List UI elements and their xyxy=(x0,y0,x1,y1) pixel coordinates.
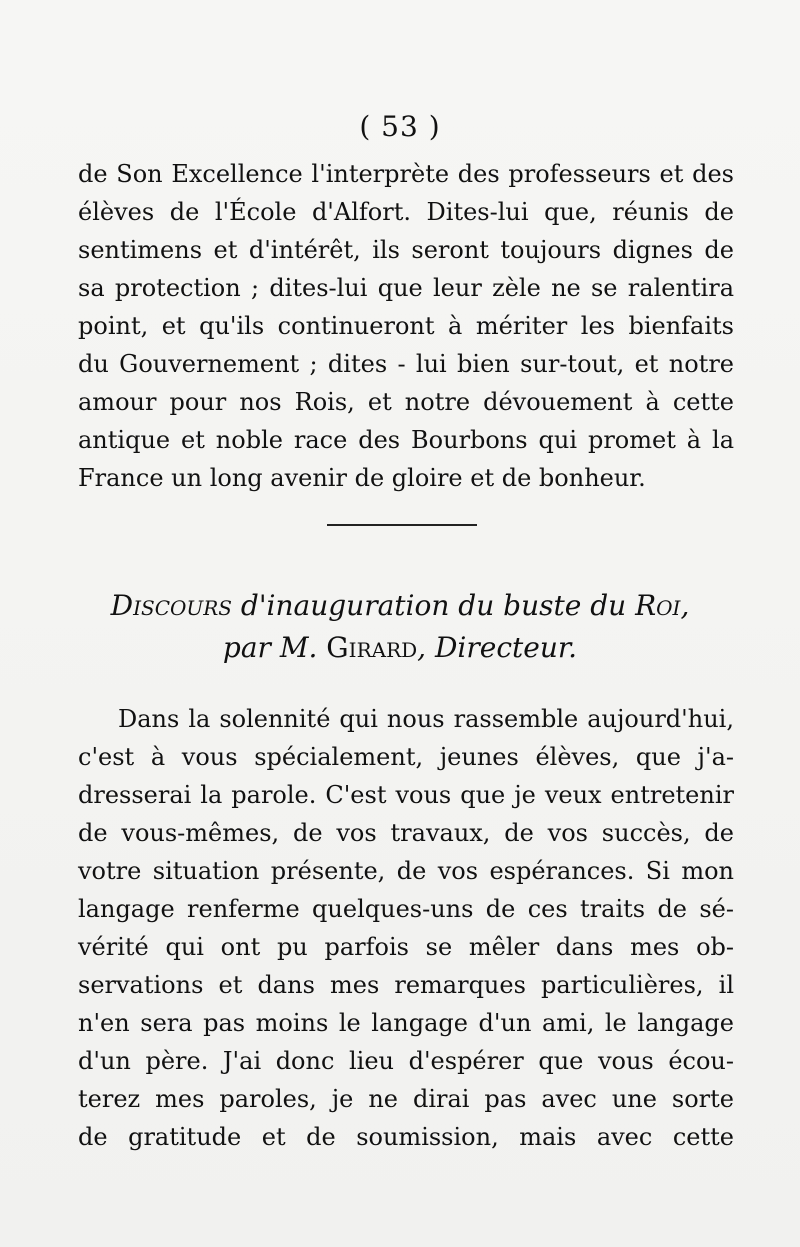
text-line: sentimens et d'intérêt, ils seront toujours dignes de xyxy=(78,236,734,264)
text-line: élèves de l'École d'Alfort. Dites-lui que, réunis de xyxy=(78,198,734,226)
text-line: votre situation présente, de vos espérances. Si mon xyxy=(78,857,734,885)
text-line: vérité qui ont pu parfois se mêler dans mes ob- xyxy=(78,933,734,961)
text-line: du Gouvernement ; dites - lui bien sur-tout, et notre xyxy=(78,350,734,378)
text-line: de Son Excellence l'interprète des professeurs et des xyxy=(78,160,734,188)
text-line: antique et noble race des Bourbons qui promet à la xyxy=(78,426,734,454)
section-title-line-1 xyxy=(0,585,800,627)
title-girard: Girard xyxy=(326,631,418,664)
title-par: par M. xyxy=(222,631,327,664)
paragraph-closing xyxy=(78,155,734,497)
text-line: Dans la solennité qui nous rassemble aujourd'hui, xyxy=(118,705,734,733)
paragraph-discourse xyxy=(78,700,734,1156)
section-divider xyxy=(327,524,477,526)
text-line: sa protection ; dites-lui que leur zèle ne se ralentira xyxy=(78,274,734,302)
title-discours: Discours xyxy=(110,589,233,622)
text-line: c'est à vous spécialement, jeunes élèves, que j'a- xyxy=(78,743,734,771)
text-line: terez mes paroles, je ne dirai pas avec une sorte xyxy=(78,1085,734,1113)
text-line: point, et qu'ils continueront à mériter les bienfaits xyxy=(78,312,734,340)
title-comma: , xyxy=(680,589,690,622)
title-roi: Roi xyxy=(635,589,681,622)
text-line: de vous-mêmes, de vos travaux, de vos succès, de xyxy=(78,819,734,847)
page-number: ( 53 ) xyxy=(359,110,441,143)
text-line: n'en sera pas moins le langage d'un ami, le langage xyxy=(78,1009,734,1037)
text-line: amour pour nos Rois, et notre dévouement à cette xyxy=(78,388,734,416)
text-line: dresserai la parole. C'est vous que je veux entretenir xyxy=(78,781,734,809)
text-line: d'un père. J'ai donc lieu d'espérer que vous écou- xyxy=(78,1047,734,1075)
title-directeur: , Directeur. xyxy=(417,631,578,664)
text-line: langage renferme quelques-uns de ces traits de sé- xyxy=(78,895,734,923)
text-line: servations et dans mes remarques particulières, il xyxy=(78,971,734,999)
text-line: de gratitude et de soumission, mais avec cette xyxy=(78,1123,734,1151)
section-title-line-2 xyxy=(0,627,800,669)
title-inauguration: d'inauguration du buste du xyxy=(232,589,636,622)
text-line: France un long avenir de gloire et de bonheur. xyxy=(78,464,646,492)
